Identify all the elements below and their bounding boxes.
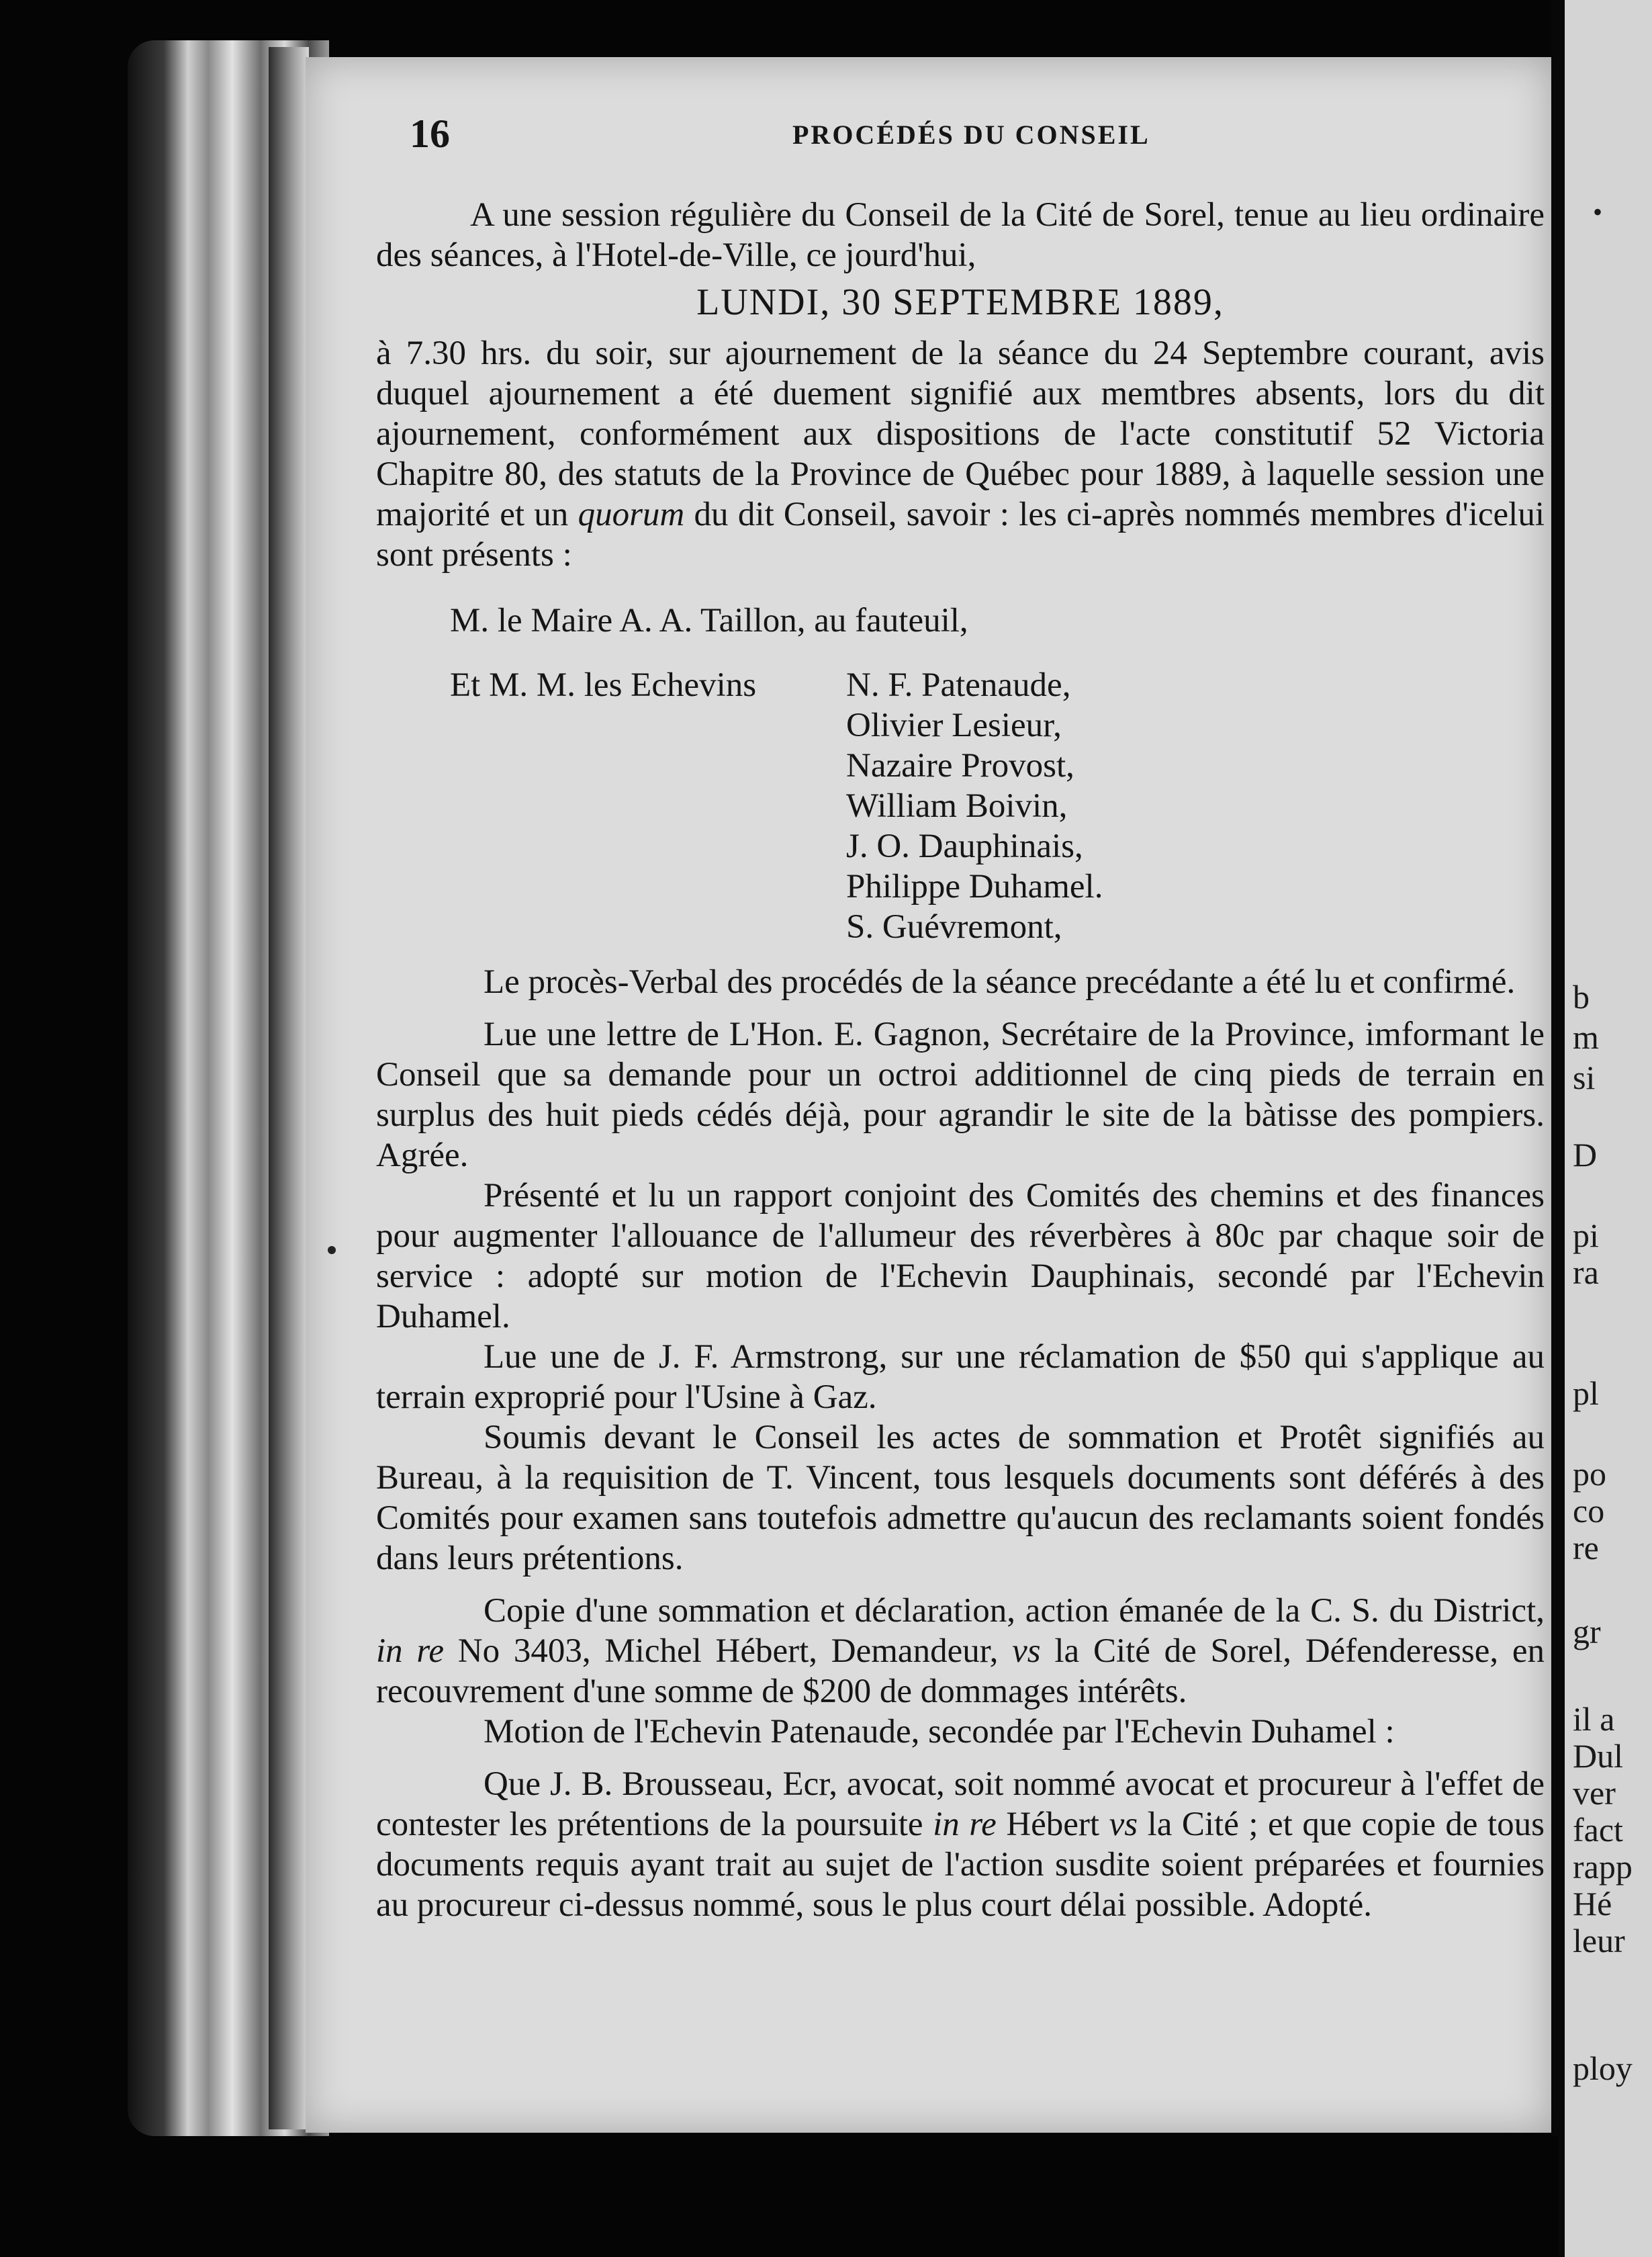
adjacent-fragment: fact (1573, 1811, 1623, 1849)
alderman-name: S. Guévremont, (846, 908, 1062, 946)
aldermen-block (376, 665, 1545, 947)
adjacent-fragment: pl (1573, 1374, 1599, 1412)
in-re-term: in re (376, 1632, 445, 1670)
page-gutter (1551, 0, 1566, 2257)
document-body (376, 195, 1545, 1925)
adjacent-fragment: il a (1573, 1700, 1615, 1738)
adjacent-fragment: ra (1573, 1253, 1599, 1291)
ink-speck (328, 1246, 336, 1254)
letter-paragraph: Lue une lettre de L'Hon. E. Gagnon, Secrétaire de la Province, imformant le Conseil que sa demande pour un octroi additionnel de cinq pieds de terrain en surplus des huit pieds cédés déjà, pour agrandir le site de la bàtisse des pompiers. Agrée. (376, 1016, 1545, 1174)
adjacent-fragment: ploy (1573, 2049, 1633, 2087)
resolution-text-end: la Cité ; et que copie de tous documents requis ayant trait au sujet de l'action susdite soient préparées et fournies au procureur ci-dessus nommé, sous le plus court délai possible. Adopté. (376, 1806, 1545, 1924)
mayor-line: M. le Maire A. A. Taillon, au fauteuil, (450, 602, 968, 639)
adjacent-fragment: m (1573, 1018, 1599, 1056)
preamble-text-end: du dit Conseil, savoir : les ci-après nommés membres d'icelui sont présents : (376, 496, 1545, 574)
opening-paragraph: A une session régulière du Conseil de la Cité de Sorel, tenue au lieu ordinaire des séances, à l'Hotel-de-Ville, ce jourd'hui, (376, 196, 1545, 274)
adjacent-fragment: re (1573, 1529, 1599, 1566)
scan-border-bottom (0, 2136, 1558, 2257)
adjacent-fragment: ver (1573, 1774, 1616, 1812)
resolution-paragraph (376, 1764, 1545, 1925)
spine-shadow (269, 47, 309, 2129)
adjacent-page (1565, 0, 1652, 2257)
alderman-name: Olivier Lesieur, (846, 707, 1062, 744)
attendance-list (376, 601, 1545, 947)
adjacent-fragment: gr (1573, 1613, 1601, 1650)
versus-term: vs (1012, 1632, 1041, 1670)
alderman-name: Nazaire Provost, (846, 747, 1074, 785)
alderman-name: Philippe Duhamel. (846, 868, 1103, 905)
versus-term: vs (1109, 1806, 1138, 1843)
adjacent-fragment: po (1573, 1455, 1606, 1493)
adjacent-fragment: b (1573, 978, 1590, 1016)
in-re-term: in re (933, 1806, 997, 1843)
copy-text-end: la Cité de Sorel, Défenderesse, en recouvrement d'une somme de $200 de dommages intérêts. (376, 1632, 1545, 1710)
alderman-name: William Boivin, (846, 787, 1068, 825)
running-title: PROCÉDÉS DU CONSEIL (792, 120, 1150, 150)
resolution-party: Hébert (1006, 1806, 1100, 1843)
aldermen-list (846, 665, 1103, 947)
quorum-term: quorum (578, 496, 685, 533)
alderman-name: N. F. Patenaude, (846, 666, 1071, 704)
ink-mark: • (1593, 197, 1603, 227)
adjacent-fragment: Dul (1573, 1737, 1623, 1775)
session-date: LUNDI, 30 SEPTEMBRE 1889, (696, 281, 1224, 323)
adjacent-fragment: leur (1573, 1922, 1625, 1959)
adjacent-fragment: D (1573, 1136, 1598, 1174)
aldermen-label: Et M. M. les Echevins (450, 666, 757, 704)
preamble-text: à 7.30 hrs. du soir, sur ajournement de la séance du 24 Septembre courant, avis duquel ajournement a été duement signifié aux memtbres absents, lors du dit ajournement, conformément aux dispositions de l'acte constitutif 52 Victoria Chapitre 80, des statuts de la Province de Québec pour 1889, à laquelle session une majorité et un (376, 335, 1545, 533)
minutes-paragraph: Le procès-Verbal des procédés de la séance precédante a été lu et confirmé. (484, 963, 1516, 1001)
running-head (410, 111, 1484, 171)
preamble-paragraph (376, 333, 1545, 575)
copy-text: Copie d'une sommation et déclaration, action émanée de la C. S. du District, (484, 1592, 1545, 1630)
copy-text-case: No 3403, Michel Hébert, Demandeur, (457, 1632, 999, 1670)
alderman-name: J. O. Dauphinais, (846, 828, 1083, 865)
resolution-text: Que J. B. Brousseau, Ecr, avocat, soit nommé avocat et procureur à l'effet de contester les prétentions de la poursuite (376, 1765, 1545, 1843)
summons-paragraph: Soumis devant le Conseil les actes de sommation et Protêt signifiés au Bureau, à la requisition de T. Vincent, tous lesquels documents sont déférés à des Comités pour examen sans toutefois admettre qu'aucun des reclamants soient fondés dans leurs prétentions. (376, 1419, 1545, 1577)
adjacent-fragment: pi (1573, 1216, 1599, 1254)
adjacent-fragment: rapp (1573, 1848, 1633, 1886)
copy-paragraph (376, 1591, 1545, 1712)
armstrong-paragraph: Lue une de J. F. Armstrong, sur une réclamation de $50 qui s'applique au terrain exproprié pour l'Usine à Gaz. (376, 1338, 1545, 1416)
adjacent-fragment: Hé (1573, 1885, 1612, 1922)
adjacent-fragment: si (1573, 1059, 1596, 1096)
adjacent-fragment: co (1573, 1492, 1605, 1530)
report-paragraph: Présenté et lu un rapport conjoint des Comités des chemins et des finances pour augmenter l'allouance de l'allumeur des réverbères à 80c par chaque soir de service : adopté sur motion de l'Echevin Dauphinais, secondé par l'Echevin Duhamel. (376, 1177, 1545, 1335)
motion-paragraph: Motion de l'Echevin Patenaude, secondée par l'Echevin Duhamel : (484, 1713, 1395, 1751)
page-number: 16 (410, 112, 450, 156)
